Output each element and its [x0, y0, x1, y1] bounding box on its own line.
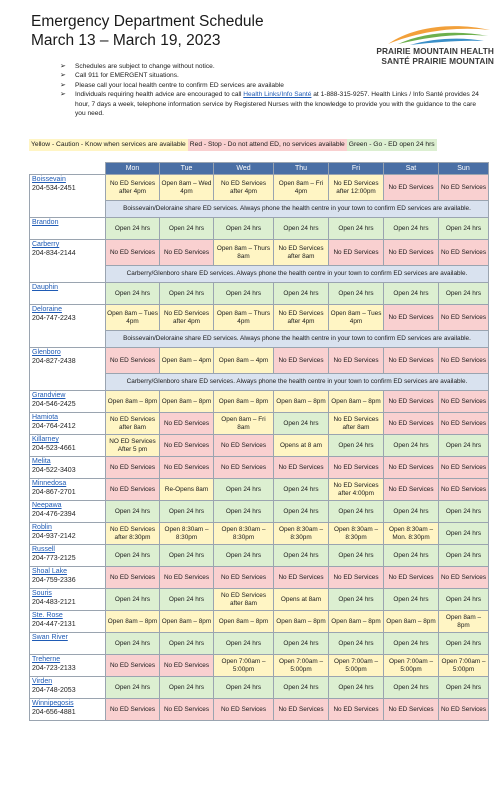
town-cell-minnedosa [30, 479, 106, 501]
status-cell: Open 24 hrs [329, 589, 384, 611]
status-cell: No ED Services after 12:00pm [329, 175, 384, 201]
town-cell-glenboro [30, 348, 106, 391]
town-cell-melita [30, 457, 106, 479]
status-cell: Opens at 8am [274, 589, 329, 611]
table-row [30, 567, 489, 589]
status-cell: Open 24 hrs [214, 501, 274, 523]
status-cell: No ED Services [106, 348, 160, 374]
status-cell: No ED Services [439, 413, 489, 435]
status-cell: Open 24 hrs [106, 501, 160, 523]
table-row [30, 677, 489, 699]
status-cell: No ED Services [214, 435, 274, 457]
status-cell: Open 8am – 8pm [214, 611, 274, 633]
status-cell: No ED Services [439, 348, 489, 374]
status-cell: No ED Services [160, 655, 214, 677]
status-cell: No ED Services [439, 240, 489, 266]
status-cell: Open 8am – Tues 4pm [329, 305, 384, 331]
note-text: Call 911 for EMERGENT situations. [75, 72, 179, 80]
status-cell: Open 24 hrs [160, 545, 214, 567]
status-cell: Open 8am – 4pm [160, 348, 214, 374]
day-header-sun: Sun [439, 163, 489, 175]
status-cell: Open 24 hrs [160, 633, 214, 655]
town-phone: 204-867-2701 [32, 488, 76, 496]
status-cell: No ED Services after 8am [329, 413, 384, 435]
legend-yellow: Yellow - Caution - Know when services are available [29, 139, 188, 151]
status-cell: Open 8am – Fri 8am [214, 413, 274, 435]
status-cell: No ED Services [439, 391, 489, 413]
town-phone: 204-483-2121 [32, 598, 76, 606]
note-text: Please call your local health centre to confirm ED services are available [75, 81, 284, 89]
day-header-thu: Thu [274, 163, 329, 175]
status-cell: Open 24 hrs [384, 218, 439, 240]
status-cell: Open 8am – 4pm [214, 348, 274, 374]
status-cell: Open 24 hrs [160, 677, 214, 699]
status-cell: Open 24 hrs [274, 283, 329, 305]
status-cell: Open 8:30am – 8:30pm [214, 523, 274, 545]
status-cell: No ED Services after 4pm [106, 175, 160, 201]
table-row [30, 240, 489, 266]
status-cell: No ED Services [329, 699, 384, 721]
town-link-treherne[interactable]: Treherne [32, 656, 61, 663]
status-cell: Open 24 hrs [274, 218, 329, 240]
day-header-sat: Sat [384, 163, 439, 175]
legend-green: Green - Go - ED open 24 hrs [347, 139, 437, 151]
town-phone: 204-534-2451 [32, 184, 76, 192]
note-item [60, 71, 480, 80]
status-cell: Open 8am – 8pm [160, 391, 214, 413]
status-cell: Open 24 hrs [274, 479, 329, 501]
town-phone: 204-523-4661 [32, 444, 76, 452]
status-cell: No ED Services after 4pm [160, 305, 214, 331]
status-cell: No ED Services [439, 567, 489, 589]
status-cell: Open 8am – 8pm [439, 611, 489, 633]
status-cell: Open 8:30am – Mon. 8:30pm [384, 523, 439, 545]
status-cell: No ED Services [384, 457, 439, 479]
health-links-link[interactable]: Health Links/Info Santé [243, 91, 312, 99]
status-cell: No ED Services [384, 240, 439, 266]
town-phone: 204-723-2133 [32, 664, 76, 672]
shared-services-note: Boissevain/Deloraine share ED services. Always phone the health centre in your town to confirm ED services are available. [106, 201, 489, 218]
town-cell-treherne [30, 655, 106, 677]
status-cell: No ED Services [439, 457, 489, 479]
status-cell: Open 8am – 8pm [274, 391, 329, 413]
status-cell: No ED Services [106, 479, 160, 501]
status-cell: Open 24 hrs [214, 479, 274, 501]
status-cell: No ED Services after 8am [106, 413, 160, 435]
status-cell: No ED Services [439, 479, 489, 501]
day-header-tue: Tue [160, 163, 214, 175]
town-link-swan-river[interactable]: Swan River [32, 634, 68, 641]
town-phone: 204-546-2425 [32, 400, 76, 408]
status-cell: Open 24 hrs [439, 523, 489, 545]
table-row [30, 611, 489, 633]
status-cell: Open 8am – Thurs 4pm [214, 305, 274, 331]
page-header [0, 0, 501, 140]
arrow-bullet-icon: ➢ [60, 81, 66, 89]
status-cell: No ED Services [214, 457, 274, 479]
status-cell: No ED Services [384, 391, 439, 413]
town-cell-brandon [30, 218, 106, 240]
status-cell: No ED Services [160, 435, 214, 457]
town-link-grandview[interactable]: Grandview [32, 392, 66, 399]
table-row [30, 283, 489, 305]
town-link-neepawa[interactable]: Neepawa [32, 502, 62, 509]
town-cell-ste-rose [30, 611, 106, 633]
status-cell: No ED Services [274, 348, 329, 374]
status-cell: Open 24 hrs [384, 435, 439, 457]
town-cell-souris [30, 589, 106, 611]
status-cell: Open 8am – Wed 4pm [160, 175, 214, 201]
legend-red: Red - Stop - Do not attend ED, no services available [188, 139, 347, 151]
arrow-bullet-icon: ➢ [60, 63, 66, 70]
town-link-glenboro[interactable]: Glenboro [32, 349, 61, 356]
status-cell: No ED Services [214, 567, 274, 589]
table-row [30, 523, 489, 545]
status-cell: Open 8:30am – 8:30pm [274, 523, 329, 545]
day-header-wed: Wed [214, 163, 274, 175]
status-cell: No ED Services [439, 305, 489, 331]
status-cell: No ED Services [329, 457, 384, 479]
status-cell: Open 24 hrs [274, 501, 329, 523]
status-cell: Open 24 hrs [384, 283, 439, 305]
table-row [30, 501, 489, 523]
status-cell: Open 24 hrs [384, 633, 439, 655]
status-cell: Open 8:30am – 8:30pm [329, 523, 384, 545]
status-cell: No ED Services [160, 240, 214, 266]
status-cell: Open 24 hrs [439, 633, 489, 655]
town-cell-shoal-lake [30, 567, 106, 589]
town-phone: 204-656-4881 [32, 708, 76, 716]
town-link-minnedosa[interactable]: Minnedosa [32, 480, 67, 487]
note-item [60, 62, 480, 71]
status-cell: Open 8:30am – 8:30pm [160, 523, 214, 545]
day-header-mon: Mon [106, 163, 160, 175]
town-link-ste-rose[interactable]: Ste. Rose [32, 612, 63, 619]
status-cell: Open 24 hrs [160, 589, 214, 611]
logo-text-french: SANTÉ PRAIRIE MOUNTAIN [381, 56, 494, 66]
status-cell: Open 24 hrs [439, 435, 489, 457]
town-cell-virden [30, 677, 106, 699]
status-cell: Open 24 hrs [384, 677, 439, 699]
town-phone: 204-827-2438 [32, 357, 76, 365]
status-cell: No ED Services [106, 699, 160, 721]
table-row [30, 391, 489, 413]
status-cell: No ED Services [384, 479, 439, 501]
status-cell: Open 24 hrs [439, 677, 489, 699]
town-link-killarney[interactable]: Killarney [32, 436, 59, 443]
status-cell: No ED Services [329, 348, 384, 374]
shared-services-note: Boissevain/Deloraine share ED services. Always phone the health centre in your town to confirm ED services are available. [106, 331, 489, 348]
page-title [31, 12, 264, 50]
status-cell: Open 7:00am – 5:00pm [274, 655, 329, 677]
status-cell: No ED Services after 4pm [214, 175, 274, 201]
town-cell-roblin [30, 523, 106, 545]
status-cell: No ED Services [274, 699, 329, 721]
status-cell: No ED Services [160, 567, 214, 589]
schedule-table [29, 162, 489, 721]
town-cell-killarney [30, 435, 106, 457]
status-cell: No ED Services [274, 567, 329, 589]
notes-list [60, 62, 480, 118]
day-header-row [30, 163, 489, 175]
table-row [30, 218, 489, 240]
note-text: Individuals requiring health advice are encouraged to call [75, 91, 244, 99]
table-row [30, 305, 489, 331]
status-cell: NO ED Services After 5 pm [106, 435, 160, 457]
status-cell: Open 24 hrs [274, 545, 329, 567]
status-cell: Open 24 hrs [439, 545, 489, 567]
status-cell: No ED Services [160, 457, 214, 479]
town-phone: 204-937-2142 [32, 532, 76, 540]
town-cell-neepawa [30, 501, 106, 523]
day-header-fri: Fri [329, 163, 384, 175]
status-cell: Open 24 hrs [329, 218, 384, 240]
town-phone: 204-773-2125 [32, 554, 76, 562]
status-cell: No ED Services [160, 699, 214, 721]
status-cell: No ED Services [106, 655, 160, 677]
status-cell: Open 24 hrs [439, 589, 489, 611]
shared-services-note: Carberry/Glenboro share ED services. Always phone the health centre in your town to confirm ED services are available. [106, 266, 489, 283]
status-cell: Re-Opens 8am [160, 479, 214, 501]
status-cell: No ED Services [274, 457, 329, 479]
status-cell: No ED Services [106, 240, 160, 266]
status-cell: Open 24 hrs [106, 218, 160, 240]
status-cell: Open 24 hrs [439, 501, 489, 523]
status-cell: Open 7:00am – 5:00pm [384, 655, 439, 677]
status-cell: No ED Services [329, 240, 384, 266]
status-cell: Open 24 hrs [214, 677, 274, 699]
status-cell: Open 24 hrs [214, 545, 274, 567]
status-cell: Open 24 hrs [329, 435, 384, 457]
table-row [30, 633, 489, 655]
status-cell: Open 8am – 8pm [106, 391, 160, 413]
status-cell: No ED Services [384, 175, 439, 201]
status-cell: Open 8am – 8pm [214, 391, 274, 413]
status-cell: Open 8am – 8pm [160, 611, 214, 633]
status-cell: No ED Services after 8:30pm [106, 523, 160, 545]
status-cell: Open 24 hrs [329, 545, 384, 567]
status-cell: Open 24 hrs [106, 545, 160, 567]
status-cell: Open 24 hrs [106, 589, 160, 611]
table-row [30, 479, 489, 501]
status-cell: No ED Services after 4:00pm [329, 479, 384, 501]
status-cell: Open 8am – Fri 4pm [274, 175, 329, 201]
status-cell: No ED Services [439, 699, 489, 721]
town-link-winnipegosis[interactable]: Winnipegosis [32, 700, 74, 707]
note-item [60, 90, 480, 118]
town-link-russell[interactable]: Russell [32, 546, 55, 553]
table-row [30, 413, 489, 435]
status-cell: Open 24 hrs [439, 218, 489, 240]
status-cell: No ED Services [214, 699, 274, 721]
status-cell: No ED Services [384, 413, 439, 435]
town-cell-carberry [30, 240, 106, 283]
status-cell: Open 7:00am – 5:00pm [329, 655, 384, 677]
status-cell: Open 24 hrs [106, 283, 160, 305]
status-cell: No ED Services [106, 457, 160, 479]
status-cell: Open 24 hrs [329, 501, 384, 523]
town-phone: 204-522-3403 [32, 466, 76, 474]
table-row [30, 655, 489, 677]
town-link-brandon[interactable]: Brandon [32, 219, 59, 226]
status-cell: Open 7:00am – 5:00pm [439, 655, 489, 677]
town-cell-dauphin [30, 283, 106, 305]
status-cell: Open 24 hrs [214, 218, 274, 240]
status-cell: Open 24 hrs [274, 677, 329, 699]
status-cell: Open 7:00am – 5:00pm [214, 655, 274, 677]
status-cell: Open 8am – 8pm [274, 611, 329, 633]
town-cell-deloraine [30, 305, 106, 348]
status-cell: No ED Services [384, 305, 439, 331]
status-cell: Open 24 hrs [329, 283, 384, 305]
status-cell: No ED Services [329, 567, 384, 589]
arrow-bullet-icon: ➢ [60, 72, 66, 80]
status-cell: No ED Services after 4pm [274, 305, 329, 331]
status-cell: Open 24 hrs [384, 545, 439, 567]
table-row [30, 545, 489, 567]
logo-swoosh-icon [384, 20, 494, 46]
color-legend [29, 139, 437, 151]
town-link-roblin[interactable]: Roblin [32, 524, 52, 531]
note-item [60, 81, 480, 90]
shared-services-note: Carberry/Glenboro share ED services. Always phone the health centre in your town to confirm ED services are available. [106, 374, 489, 391]
town-phone: 204-759-2336 [32, 576, 76, 584]
town-link-hamiota[interactable]: Hamiota [32, 414, 59, 421]
status-cell: Open 24 hrs [439, 283, 489, 305]
status-cell: Open 8am – 8pm [384, 611, 439, 633]
status-cell: Open 24 hrs [274, 413, 329, 435]
town-link-souris[interactable]: Souris [32, 590, 52, 597]
table-row [30, 175, 489, 201]
town-link-shoal-lake[interactable]: Shoal Lake [32, 568, 68, 575]
status-cell: Open 24 hrs [329, 677, 384, 699]
status-cell: Open 24 hrs [274, 633, 329, 655]
table-row [30, 457, 489, 479]
town-cell-russell [30, 545, 106, 567]
note-text: at 1-888-315-9257. Health Links / Info Santé provides 24 hour, 7 days a week, telephone information service by Registered Nurses with the knowledge to provide you with the guidance to the care you need. [75, 91, 479, 118]
status-cell: Open 24 hrs [160, 283, 214, 305]
status-cell: No ED Services after 8am [274, 240, 329, 266]
town-link-dauphin[interactable]: Dauphin [32, 284, 59, 291]
title-line: Emergency Department Schedule [31, 13, 264, 30]
town-cell-boissevain [30, 175, 106, 218]
table-corner [30, 163, 106, 175]
town-link-melita[interactable]: Melita [32, 458, 51, 465]
status-cell: Open 24 hrs [106, 633, 160, 655]
table-row [30, 348, 489, 374]
status-cell: No ED Services [439, 175, 489, 201]
status-cell: Open 24 hrs [160, 218, 214, 240]
note-text: Schedules are subject to change without notice. [75, 63, 215, 70]
status-cell: Open 24 hrs [214, 633, 274, 655]
status-cell: No ED Services [384, 699, 439, 721]
status-cell: Open 8am – 8pm [106, 611, 160, 633]
status-cell: No ED Services after 8am [214, 589, 274, 611]
status-cell: Open 8am – 8pm [329, 391, 384, 413]
town-cell-winnipegosis [30, 699, 106, 721]
town-phone: 204-476-2394 [32, 510, 76, 518]
town-cell-hamiota [30, 413, 106, 435]
town-cell-grandview [30, 391, 106, 413]
status-cell: Open 8am – Tues 4pm [106, 305, 160, 331]
arrow-bullet-icon: ➢ [60, 91, 66, 99]
table-row [30, 699, 489, 721]
date-range: March 13 – March 19, 2023 [31, 32, 221, 49]
status-cell: Open 24 hrs [106, 677, 160, 699]
table-row [30, 589, 489, 611]
town-phone: 204-834-2144 [32, 249, 76, 257]
town-link-carberry[interactable]: Carberry [32, 241, 60, 248]
logo-text-english: PRAIRIE MOUNTAIN HEALTH [376, 46, 494, 56]
status-cell: Opens at 8 am [274, 435, 329, 457]
status-cell: Open 8am – Thurs 8am [214, 240, 274, 266]
town-phone: 204-747-2243 [32, 314, 76, 322]
status-cell: Open 24 hrs [384, 501, 439, 523]
town-link-virden[interactable]: Virden [32, 678, 53, 685]
status-cell: Open 24 hrs [160, 501, 214, 523]
status-cell: No ED Services [384, 567, 439, 589]
town-cell-swan-river [30, 633, 106, 655]
status-cell: Open 24 hrs [214, 283, 274, 305]
town-phone: 204-764-2412 [32, 422, 76, 430]
table-row [30, 435, 489, 457]
town-phone: 204-748-2053 [32, 686, 76, 694]
status-cell: Open 24 hrs [329, 633, 384, 655]
town-link-boissevain[interactable]: Boissevain [32, 176, 66, 183]
status-cell: No ED Services [384, 348, 439, 374]
status-cell: No ED Services [106, 567, 160, 589]
status-cell: Open 24 hrs [384, 589, 439, 611]
town-link-deloraine[interactable]: Deloraine [32, 306, 62, 313]
town-phone: 204-447-2131 [32, 620, 76, 628]
status-cell: Open 8am – 8pm [329, 611, 384, 633]
status-cell: No ED Services [160, 413, 214, 435]
